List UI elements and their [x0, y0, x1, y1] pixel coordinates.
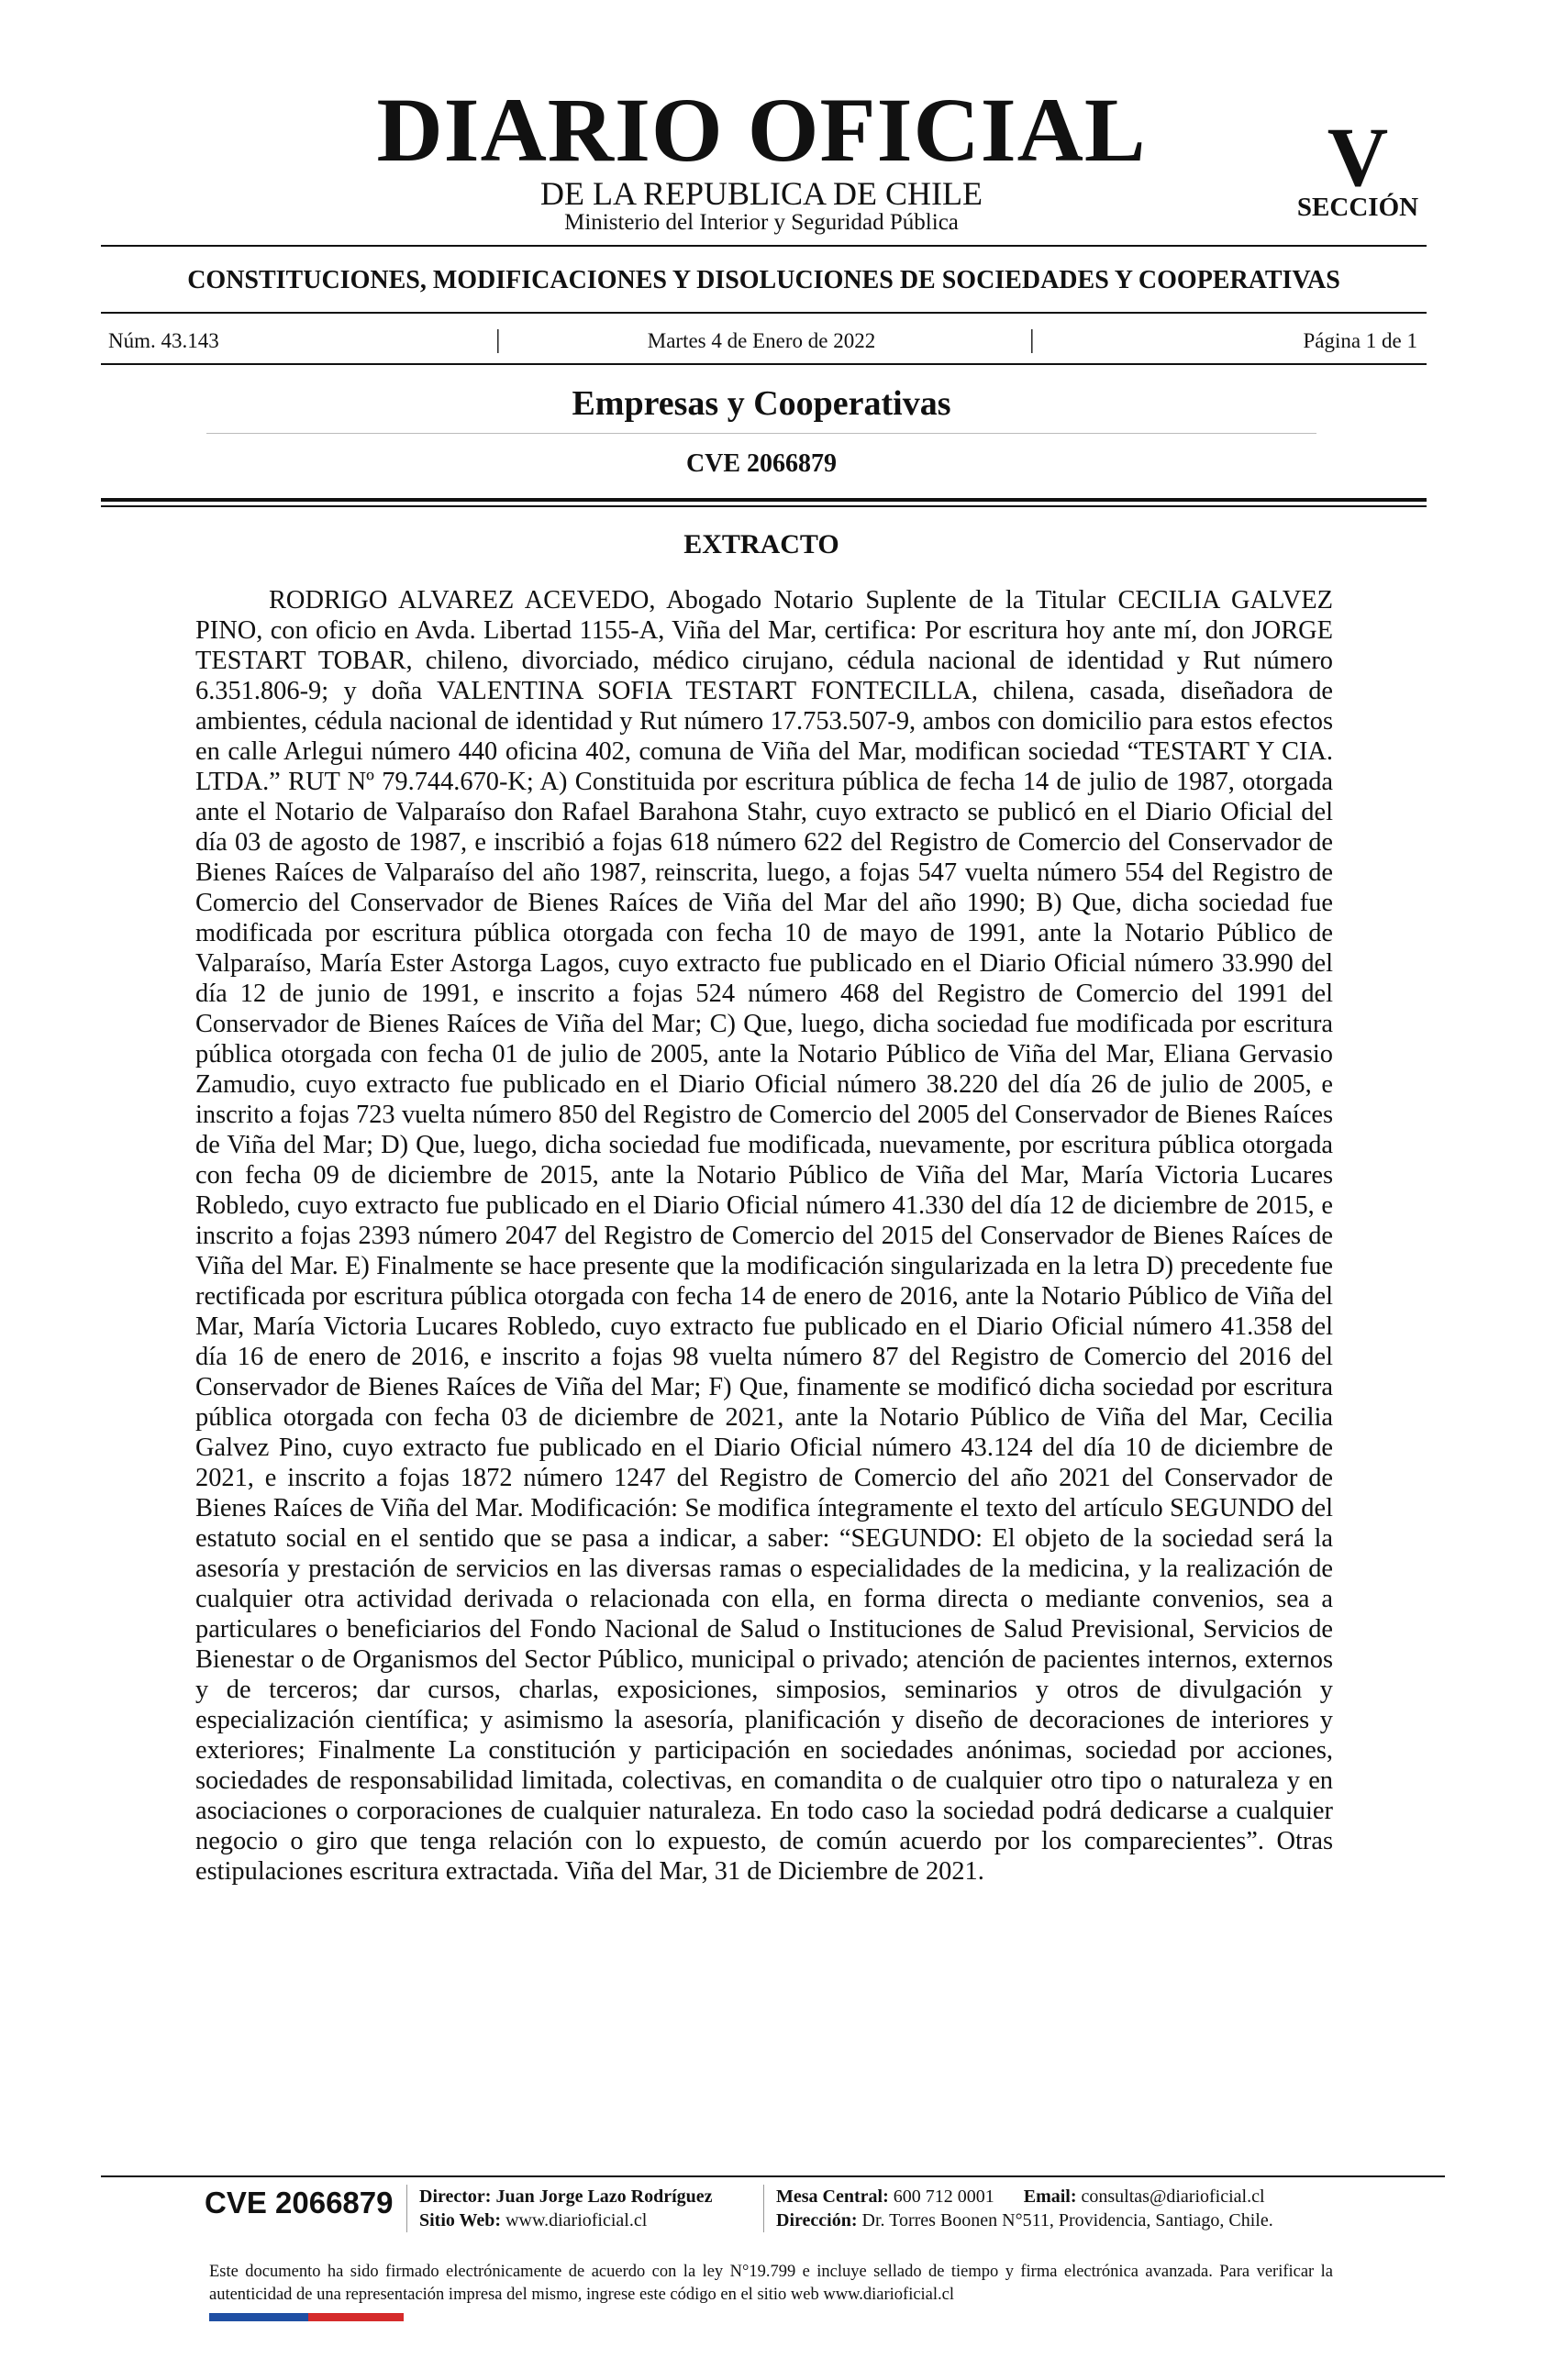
section-rule-bottom: [101, 363, 1427, 365]
document-body: RODRIGO ALVAREZ ACEVEDO, Abogado Notario Suplente de la Titular CECILIA GALVEZ PINO, con oficio en Avda. Libertad 1155-A, Viña del Mar, certifica: Por escritura hoy ante mí, don JORGE TESTART TOBAR, chileno, divorciado, médico cirujano, cédula nacional de identidad y Rut número 6.351.806-9; y doña VALENTINA SOFIA TESTART FONTECILLA, chilena, casada, diseñadora de ambientes, cédula nacional de identidad y Rut número 17.753.507-9, ambos con domicilio para estos efectos en calle Arlegui número 440 oficina 402, comuna de Viña del Mar, modifican sociedad “TESTART Y CIA. LTDA.” RUT Nº 79.744.670-K; A) Constituida por escritura pública de fecha 14 de julio de 1987, otorgada ante el Notario de Valparaíso don Rafael Barahona Stahr, cuyo extracto se publicó en el Diario Oficial del día 03 de agosto de 1987, e inscribió a fojas 618 número 622 del Registro de Comercio del Conservador de Bienes Raíces de Valparaíso del año 1987, reinscrita, luego, a fojas 547 vuelta número 554 del Registro de Comercio del Conservador de Bienes Raíces de Viña del Mar del año 1990; B) Que, dicha sociedad fue modificada por escritura pública otorgada con fecha 10 de mayo de 1991, ante la Notario Público de Valparaíso, María Ester Astorga Lagos, cuyo extracto fue publicado en el Diario Oficial número 33.990 del día 12 de junio de 1991, e inscrito a fojas 524 número 468 del Registro de Comercio del 1991 del Conservador de Bienes Raíces de Viña del Mar; C) Que, luego, dicha sociedad fue modificada por escritura pública otorgada con fecha 01 de julio de 2005, ante la Notario Público de Viña del Mar, Eliana Gervasio Zamudio, cuyo extracto fue publicado en el Diario Oficial número 38.220 del día 26 de julio de 2005, e inscrito a fojas 723 vuelta número 850 del Registro de Comercio del 2005 del Conservador de Bienes Raíces de Viña del Mar; D) Que, luego, dicha sociedad fue modificada, nuevamente, por escritura pública otorgada con fecha 09 de diciembre de 2015, ante la Notario Público de Viña del Mar, María Victoria Lucares Robledo, cuyo extracto fue publicado en el Diario Oficial número 41.330 del día 12 de diciembre de 2015, e inscrito a fojas 2393 número 2047 del Registro de Comercio del 2015 del Conservador de Bienes Raíces de Viña del Mar. E) Finalmente se hace presente que la modificación singularizada en la letra D) precedente fue rectificada por escritura pública otorgada con fecha 14 de enero de 2016, ante la Notario Público de Viña del Mar, María Victoria Lucares Robledo, cuyo extracto fue publicado en el Diario Oficial número 41.358 del día 16 de enero de 2016, e inscrito a fojas 98 vuelta número 87 del Registro de Comercio del 2016 del Conservador de Bienes Raíces de Viña del Mar; F) Que, finamente se modificó dicha sociedad por escritura pública otorgada con fecha 03 de diciembre de 2021, ante la Notario Público de Viña del Mar, Cecilia Galvez Pino, cuyo extracto fue publicado en el Diario Oficial número 43.124 del día 10 de diciembre de 2021, e inscrito a fojas 1872 número 1247 del Registro de Comercio del año 2021 del Conservador de Bienes Raíces de Viña del Mar. Modificación: Se modifica íntegramente el texto del artículo SEGUNDO del estatuto social en el sentido que se pasa a indicar, a saber: “SEGUNDO: El objeto de la sociedad será la asesoría y prestación de servicios en las diversas ramas o especialidades de la medicina, y la realización de cualquier otra actividad derivada o relacionada con ella, en forma directa o mediante convenios, sea a particulares o beneficiarios del Fondo Nacional de Salud o Instituciones de Salud Previsional, Servicios de Bienestar o de Organismos del Sector Público, municipal o privado; atención de pacientes internos, externos y de terceros; dar cursos, charlas, exposiciones, simposios, seminarios y otros de divulgación y especialización científica; y asimismo la asesoría, planificación y diseño de decoraciones de interiores y exteriores; Finalmente La constitución y participación en sociedades anónimas, sociedad por acciones, sociedades de responsabilidad limitada, colectivas, en comandita o de cualquier otro tipo o naturaleza y en asociaciones o corporaciones de cualquier naturaleza. En todo caso la sociedad podrá dedicarse a cualquier negocio o giro que tenga relación con lo expuesto, de común acuerdo por los comparecientes”. Otras estipulaciones escritura extractada. Viña del Mar, 31 de Diciembre de 2021.: [195, 586, 1333, 1886]
document-title: EXTRACTO: [683, 529, 839, 559]
section-word: SECCIÓN: [1296, 193, 1419, 222]
flag-stripe-red: [308, 2313, 404, 2321]
email-link[interactable]: consultas@diarioficial.cl: [1081, 2186, 1265, 2207]
masthead-title: DIARIO OFICIAL: [376, 79, 1147, 181]
mesa-label: Mesa Central:: [776, 2186, 889, 2207]
separator: |: [1029, 326, 1035, 354]
footer-divider: [406, 2185, 407, 2232]
masthead-rule: [101, 245, 1427, 247]
issue-number: Núm. 43.143: [108, 329, 219, 352]
footer-website: [419, 2208, 647, 2232]
section-letter: V: [1327, 110, 1389, 204]
footer-director: [419, 2185, 713, 2208]
footer-divider: [763, 2185, 764, 2232]
footer-address: [776, 2208, 1273, 2232]
address-text: Dr. Torres Boonen N°511, Providencia, Santiago, Chile.: [861, 2210, 1273, 2231]
masthead-ministry: Ministerio del Interior y Seguridad Pública: [564, 210, 959, 235]
footer-signature-note: Este documento ha sido firmado electrónicamente de acuerdo con la ley N°19.799 e incluye sellado de tiempo y firma electrónica avanzada. Para verificar la autenticidad de una representación impresa del mismo, ingrese este código en el sitio web www.diarioficial.cl: [209, 2263, 1333, 2304]
category-underline: [206, 433, 1316, 434]
director-name: Juan Jorge Lazo Rodríguez: [495, 2186, 713, 2207]
footer-cve: CVE 2066879: [205, 2186, 394, 2219]
page-number: Página 1 de 1: [1303, 329, 1417, 352]
footer-mesa: [776, 2185, 1265, 2208]
issue-date: Martes 4 de Enero de 2022: [647, 329, 876, 352]
cve-code: CVE 2066879: [685, 449, 838, 478]
category-title: Empresas y Cooperativas: [572, 384, 951, 423]
address-label: Dirección:: [776, 2210, 858, 2231]
web-link[interactable]: www.diarioficial.cl: [505, 2210, 648, 2231]
director-label: Director:: [419, 2186, 492, 2207]
mesa-phone: 600 712 0001: [893, 2186, 994, 2207]
web-label: Sitio Web:: [419, 2210, 502, 2231]
email-label: Email:: [1023, 2186, 1077, 2207]
section-heading: CONSTITUCIONES, MODIFICACIONES Y DISOLUCIONES DE SOCIEDADES Y COOPERATIVAS: [187, 266, 1340, 294]
footer-rule: [101, 2175, 1445, 2177]
double-rule: [101, 498, 1427, 502]
masthead-subtitle: DE LA REPUBLICA DE CHILE: [540, 175, 983, 212]
separator: |: [495, 326, 501, 354]
section-rule-top: [101, 312, 1427, 314]
double-rule: [101, 505, 1427, 507]
flag-stripe-blue: [209, 2313, 308, 2321]
